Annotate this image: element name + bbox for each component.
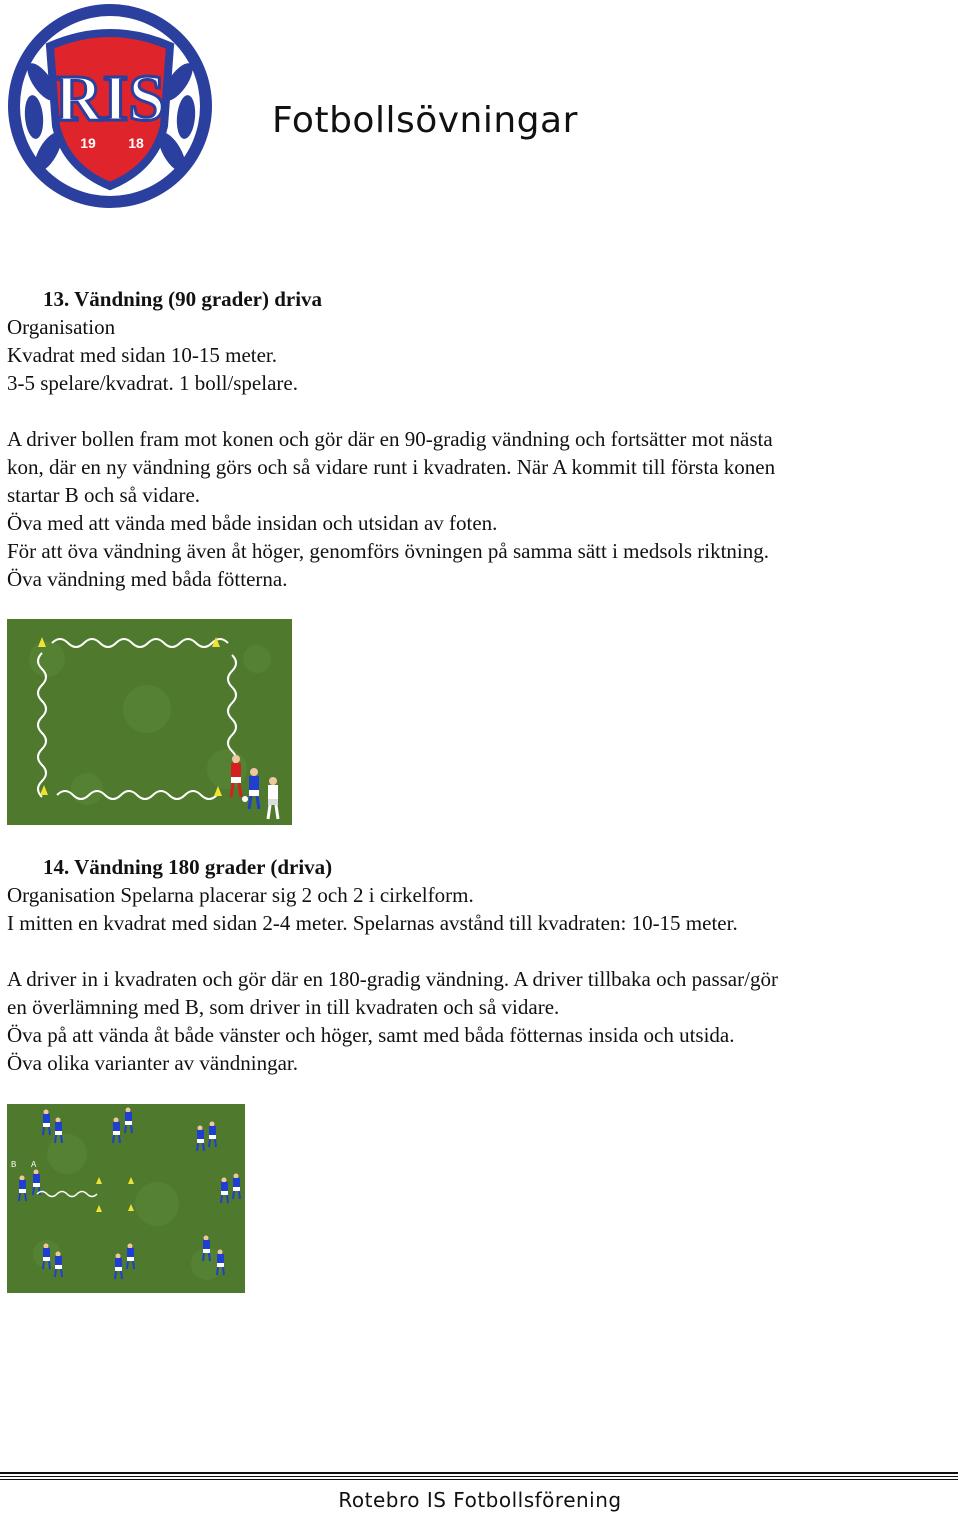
text-line: För att öva vändning även åt höger, genomförs övningen på samma sätt i medsols riktning. [7, 539, 770, 563]
exercise-14-diagram [7, 1104, 245, 1293]
exercise-14 [7, 853, 927, 1077]
exercise-13-heading: 13. Vändning (90 grader) driva [43, 287, 323, 311]
ball-icon [242, 796, 248, 802]
text-line: A driver in i kvadraten och gör där en 180-gradig vändning. A driver tillbaka och passar/gör [7, 967, 778, 991]
footer-club-name: Rotebro IS Fotbollsförening [338, 1488, 622, 1512]
text-line: Öva på att vända åt både vänster och höger, samt med båda fötternas insida och utsida. [7, 1023, 735, 1047]
exercise-13-diagram [7, 619, 292, 825]
text-line: I mitten en kvadrat med sidan 2-4 meter. Spelarnas avstånd till kvadraten: 10-15 meter. [7, 911, 738, 935]
player-label-a: A [31, 1160, 37, 1169]
text-line: Öva vändning med båda fötterna. [7, 567, 288, 591]
text-line: startar B och så vidare. [7, 483, 201, 507]
page-title: Fotbollsövningar [272, 100, 578, 141]
text-line: 3-5 spelare/kvadrat. 1 boll/spelare. [7, 371, 298, 395]
text-line: Organisation [7, 315, 116, 339]
text-line: A driver bollen fram mot konen och gör där en 90-gradig vändning och fortsätter mot nästa [7, 427, 773, 451]
logo-year-right: 18 [128, 135, 144, 151]
logo-letters: RIS [54, 62, 166, 135]
text-line: Öva med att vända med både insidan och utsidan av foten. [7, 511, 498, 535]
exercise-13 [7, 285, 927, 593]
player-label-b: B [11, 1160, 17, 1169]
footer-rule [0, 1479, 958, 1480]
text-line: en överlämning med B, som driver in till kvadraten och så vidare. [7, 995, 560, 1019]
logo-year-left: 19 [80, 135, 96, 151]
footer-rule [0, 1476, 958, 1477]
exercise-14-heading: 14. Vändning 180 grader (driva) [43, 855, 333, 879]
footer-rule [0, 1472, 958, 1474]
text-line: kon, där en ny vändning görs och så vidare runt i kvadraten. När A kommit till första konen [7, 455, 776, 479]
text-line: Kvadrat med sidan 10-15 meter. [7, 343, 278, 367]
text-line: Öva olika varianter av vändningar. [7, 1051, 298, 1075]
text-line: Organisation Spelarna placerar sig 2 och 2 i cirkelform. [7, 883, 474, 907]
club-logo [4, 2, 216, 210]
